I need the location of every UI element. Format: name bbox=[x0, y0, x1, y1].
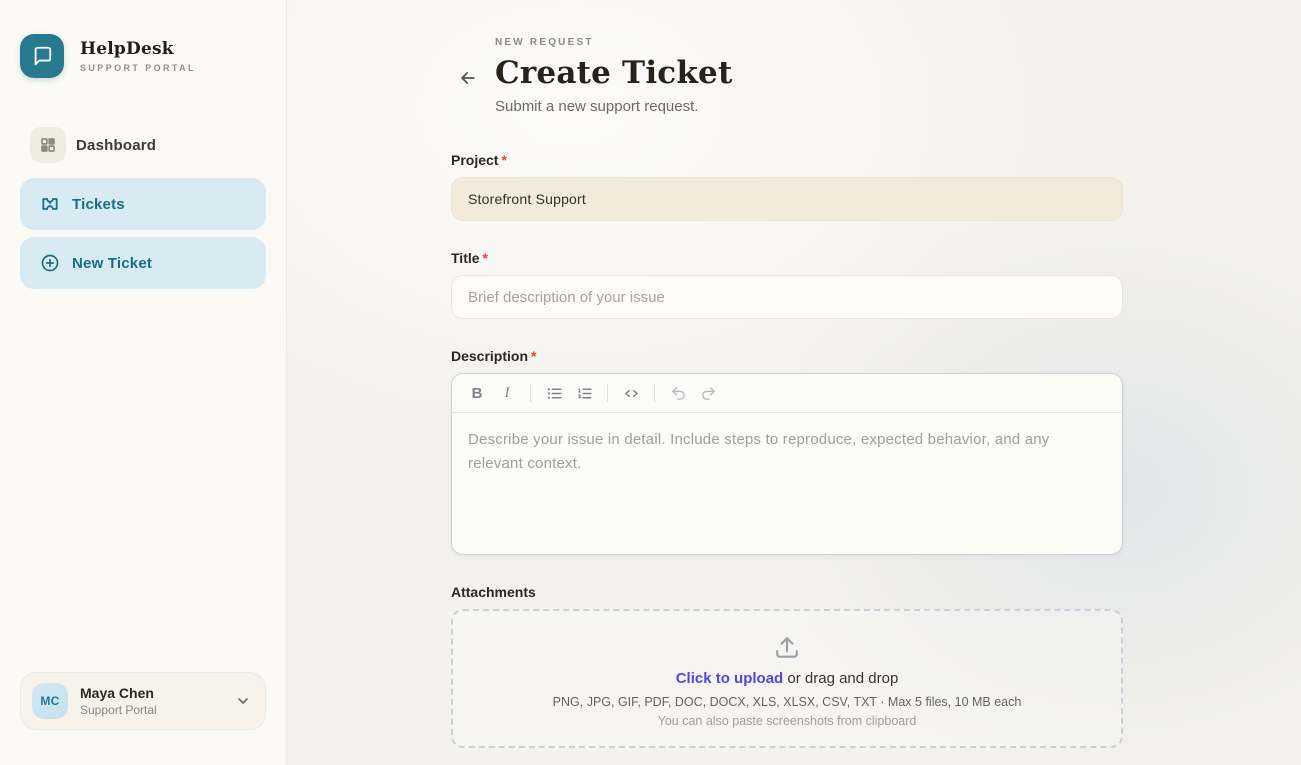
page-title: Create Ticket bbox=[495, 55, 733, 91]
sidebar-item-label: Tickets bbox=[72, 195, 125, 213]
italic-button[interactable]: I bbox=[493, 380, 521, 406]
sidebar-nav bbox=[20, 119, 266, 289]
user-menu[interactable] bbox=[20, 672, 266, 730]
ticket-icon bbox=[40, 194, 60, 214]
upload-cta bbox=[676, 670, 899, 687]
sidebar-item-label: Dashboard bbox=[76, 136, 157, 154]
required-asterisk: * bbox=[531, 348, 537, 364]
bold-button[interactable]: B bbox=[463, 380, 491, 406]
back-button[interactable] bbox=[455, 65, 481, 91]
page-subtitle: Submit a new support request. bbox=[495, 98, 699, 115]
bullet-list-button[interactable] bbox=[540, 380, 568, 406]
page-header bbox=[451, 37, 1123, 115]
sidebar-item-label: New Ticket bbox=[72, 254, 153, 272]
ordered-list-button[interactable] bbox=[570, 380, 598, 406]
sidebar-item-new-ticket[interactable] bbox=[20, 237, 266, 289]
main-content bbox=[287, 0, 1301, 765]
description-field-group bbox=[451, 348, 1123, 555]
upload-icon bbox=[774, 635, 800, 661]
sidebar-item-tickets[interactable] bbox=[20, 178, 266, 230]
required-asterisk: * bbox=[482, 250, 488, 266]
description-placeholder: Describe your issue in detail. Include steps to reproduce, expected behavior, and any relevant context. bbox=[468, 431, 1050, 472]
project-selected-value: Storefront Support bbox=[468, 191, 586, 207]
click-to-upload-link[interactable]: Click to upload bbox=[675, 670, 784, 687]
toolbar-divider bbox=[530, 384, 531, 402]
title-label: Title * bbox=[451, 250, 488, 266]
toolbar-divider bbox=[607, 384, 608, 402]
brand-name: HelpDesk bbox=[80, 39, 174, 59]
attachments-dropzone[interactable] bbox=[451, 609, 1123, 748]
brand-tagline: SUPPORT PORTAL bbox=[80, 63, 196, 73]
editor-toolbar bbox=[452, 374, 1122, 413]
description-editor bbox=[451, 373, 1123, 555]
sidebar-item-dashboard[interactable] bbox=[20, 119, 266, 171]
helpdesk-logo bbox=[20, 34, 64, 78]
sidebar bbox=[0, 0, 287, 765]
project-field-group bbox=[451, 152, 1123, 221]
dashboard-grid-icon bbox=[30, 127, 66, 163]
eyebrow-label: NEW REQUEST bbox=[495, 37, 594, 48]
title-field-group bbox=[451, 250, 1123, 319]
allowed-formats-text: PNG, JPG, GIF, PDF, DOC, DOCX, XLS, XLSX, CSV, TXT · Max 5 files, 10 MB each bbox=[552, 695, 1022, 709]
chat-bubble-icon bbox=[31, 45, 53, 67]
project-label: Project * bbox=[451, 152, 507, 168]
avatar: MC bbox=[32, 683, 68, 719]
toolbar-divider bbox=[654, 384, 655, 402]
title-input[interactable] bbox=[451, 275, 1123, 319]
project-select[interactable] bbox=[451, 177, 1123, 221]
chevron-down-icon bbox=[235, 693, 251, 709]
user-role: Support Portal bbox=[80, 703, 157, 717]
plus-circle-icon bbox=[40, 253, 60, 273]
clipboard-hint-text: You can also paste screenshots from clipboard bbox=[657, 714, 917, 728]
brand bbox=[20, 34, 266, 78]
required-asterisk: * bbox=[501, 152, 507, 168]
user-name: Maya Chen bbox=[80, 685, 154, 701]
code-button[interactable] bbox=[617, 380, 645, 406]
description-label: Description * bbox=[451, 348, 537, 364]
attachments-field-group bbox=[451, 584, 1123, 748]
drag-drop-text: or drag and drop bbox=[783, 670, 899, 687]
attachments-label: Attachments bbox=[451, 584, 536, 600]
redo-button[interactable] bbox=[694, 380, 722, 406]
description-textarea[interactable] bbox=[452, 413, 1122, 554]
undo-button[interactable] bbox=[664, 380, 692, 406]
